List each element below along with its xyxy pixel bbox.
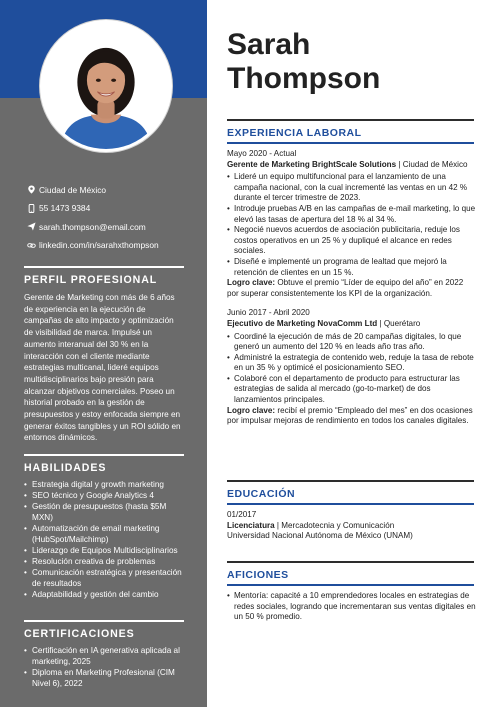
section-divider xyxy=(227,480,474,482)
list-item: • Coordiné la ejecución de más de 20 campañas digitales, lo que generó un aumento del 120 % en leads año tras año. xyxy=(227,332,477,353)
hobbies-list xyxy=(227,591,477,623)
list-item: • Negocié nuevos acuerdos de asociación publicitaria, reduje los costos operativos en un 25 % y dupliqué el alcance en redes sociales. xyxy=(227,225,477,257)
certifications-heading: CERTIFICACIONES xyxy=(24,620,184,641)
person-name xyxy=(227,28,477,96)
list-item: • Introduje pruebas A/B en las campañas de e-mail marketing, lo que elevó las tasas de apertura del 18 % al 34 %. xyxy=(227,204,477,225)
list-item: • Administré la estrategia de contenido web, reduje la tasa de rebote en un 35 % y optimicé el posicionamiento SEO. xyxy=(227,353,477,374)
job-dates: Mayo 2020 - Actual xyxy=(227,149,297,158)
list-item: • Certificación en IA generativa aplicada al marketing, 2025 xyxy=(24,645,184,667)
experience-heading: EXPERIENCIA LABORAL xyxy=(227,127,362,139)
job-title: Gerente de Marketing BrightScale Solutions xyxy=(227,159,397,169)
job-title-line xyxy=(227,160,477,171)
education-date: 01/2017 xyxy=(227,510,257,519)
last-name: Thompson xyxy=(227,62,381,95)
certifications-section xyxy=(24,620,184,689)
list-item: • Diseñé e implementé un programa de lealtad que mejoró la retención de clientes en un 15 %. xyxy=(227,257,477,278)
skills-heading: HABILIDADES xyxy=(24,454,184,475)
job-location: | Querétaro xyxy=(377,318,421,328)
location-pin-icon xyxy=(24,185,39,194)
list-item: • SEO técnico y Google Analytics 4 xyxy=(24,490,184,501)
job-entry xyxy=(227,308,477,427)
skills-section xyxy=(24,454,184,600)
list-item: • Lideré un equipo multifuncional para el lanzamiento de una campaña nacional, con la cual incrementé las ventas en un 42 % durante el tercer trimestre de 2023. xyxy=(227,172,477,204)
send-icon xyxy=(24,222,39,231)
achievement-text: Obtuve el premio “Líder de equipo del año” en 2022 por superar consistentemente los KPI de la organización. xyxy=(227,278,464,298)
list-item: • Comunicación estratégica y presentación de resultados xyxy=(24,567,184,589)
contact-phone xyxy=(24,200,199,217)
education-section xyxy=(227,480,477,542)
list-item: • Automatización de email marketing (HubSpot/Mailchimp) xyxy=(24,523,184,545)
contact-linkedin[interactable] xyxy=(24,237,199,254)
job-bullets xyxy=(227,172,477,278)
list-item: • Diploma en Marketing Profesional (CIM Nivel 6), 2022 xyxy=(24,667,184,689)
hobbies-section xyxy=(227,561,477,623)
list-item: • Adaptabilidad y gestión del cambio xyxy=(24,589,184,600)
skills-list xyxy=(24,479,184,600)
spacer xyxy=(227,299,477,308)
achievement-label: Logro clave: xyxy=(227,278,276,288)
heading-underline xyxy=(227,503,474,505)
list-item: • Resolución creativa de problemas xyxy=(24,556,184,567)
job-achievement xyxy=(227,278,477,299)
phone-icon xyxy=(24,204,39,213)
hobbies-heading: AFICIONES xyxy=(227,569,289,581)
job-achievement xyxy=(227,406,477,427)
heading-underline xyxy=(227,584,474,586)
list-item: • Liderazgo de Equipos Multidisciplinarios xyxy=(24,545,184,556)
contact-email[interactable] xyxy=(24,218,199,235)
certifications-list xyxy=(24,645,184,689)
sidebar xyxy=(0,0,207,707)
achievement-text: recibí el premio “Empleado del mes” en dos ocasiones por impulsar mejoras de rendimiento en todos los canales digitales. xyxy=(227,405,473,426)
profile-heading: PERFIL PROFESIONAL xyxy=(24,266,184,287)
contact-location-text: Ciudad de México xyxy=(39,184,107,195)
contact-phone-text: 55 1473 9384 xyxy=(39,203,91,214)
job-entry xyxy=(227,149,477,299)
list-item: • Mentoría: capacité a 10 emprendedores locales en estrategias de redes sociales, logrando que incrementaran sus ventas digitales en un 50 % promedio. xyxy=(227,591,477,623)
education-degree: Licenciatura xyxy=(227,520,275,530)
education-degree-line xyxy=(227,521,477,532)
job-title-line xyxy=(227,319,477,330)
education-entry xyxy=(227,510,477,542)
education-field: | Mercadotecnia y Comunicación xyxy=(274,520,395,530)
list-item: • Gestión de presupuestos (hasta $5M MXN) xyxy=(24,501,184,523)
contact-location xyxy=(24,181,199,198)
education-school: Universidad Nacional Autónoma de México (UNAM) xyxy=(227,531,413,541)
education-heading: EDUCACIÓN xyxy=(227,488,296,500)
profile-photo xyxy=(40,20,172,152)
list-item: • Estrategia digital y growth marketing xyxy=(24,479,184,490)
job-title: Ejecutivo de Marketing NovaComm Ltd xyxy=(227,318,378,328)
profile-section xyxy=(24,266,184,444)
link-icon xyxy=(24,241,39,250)
first-name: Sarah xyxy=(227,28,311,61)
section-divider xyxy=(227,561,474,563)
profile-text: Gerente de Marketing con más de 6 años de experiencia en la ejecución de campañas de alto impacto y optimización de visibilidad de marca. Impulsé un aumento interanual del 30 % en la interacción con el cliente mediante estrategias multicanal, lideré equipos multidisciplinarios bajo presión para alcanzar objetivos comerciales. Poseo un historial probado en la gestión de presupuestos y estoy enfocada siempre en generar éxitos tangibles y un ROI sólido en entornos dinámicos. xyxy=(24,293,181,443)
contact-linkedin-text[interactable]: linkedin.com/in/sarahxthompson xyxy=(39,240,159,251)
profile-photo-illustration xyxy=(43,23,169,149)
experience-section xyxy=(227,119,477,427)
job-bullets xyxy=(227,332,477,406)
section-divider xyxy=(227,119,474,121)
list-item: • Colaboré con el departamento de producto para estructurar las estrategias de salida al mercado (go-to-market) de dos lanzamientos principales. xyxy=(227,374,477,406)
contact-list xyxy=(24,181,199,255)
heading-underline xyxy=(227,142,474,144)
job-location: | Ciudad de México xyxy=(396,159,468,169)
achievement-label: Logro clave: xyxy=(227,405,276,415)
contact-email-text[interactable]: sarah.thompson@email.com xyxy=(39,221,146,232)
job-dates: Junio 2017 - Abril 2020 xyxy=(227,308,310,318)
